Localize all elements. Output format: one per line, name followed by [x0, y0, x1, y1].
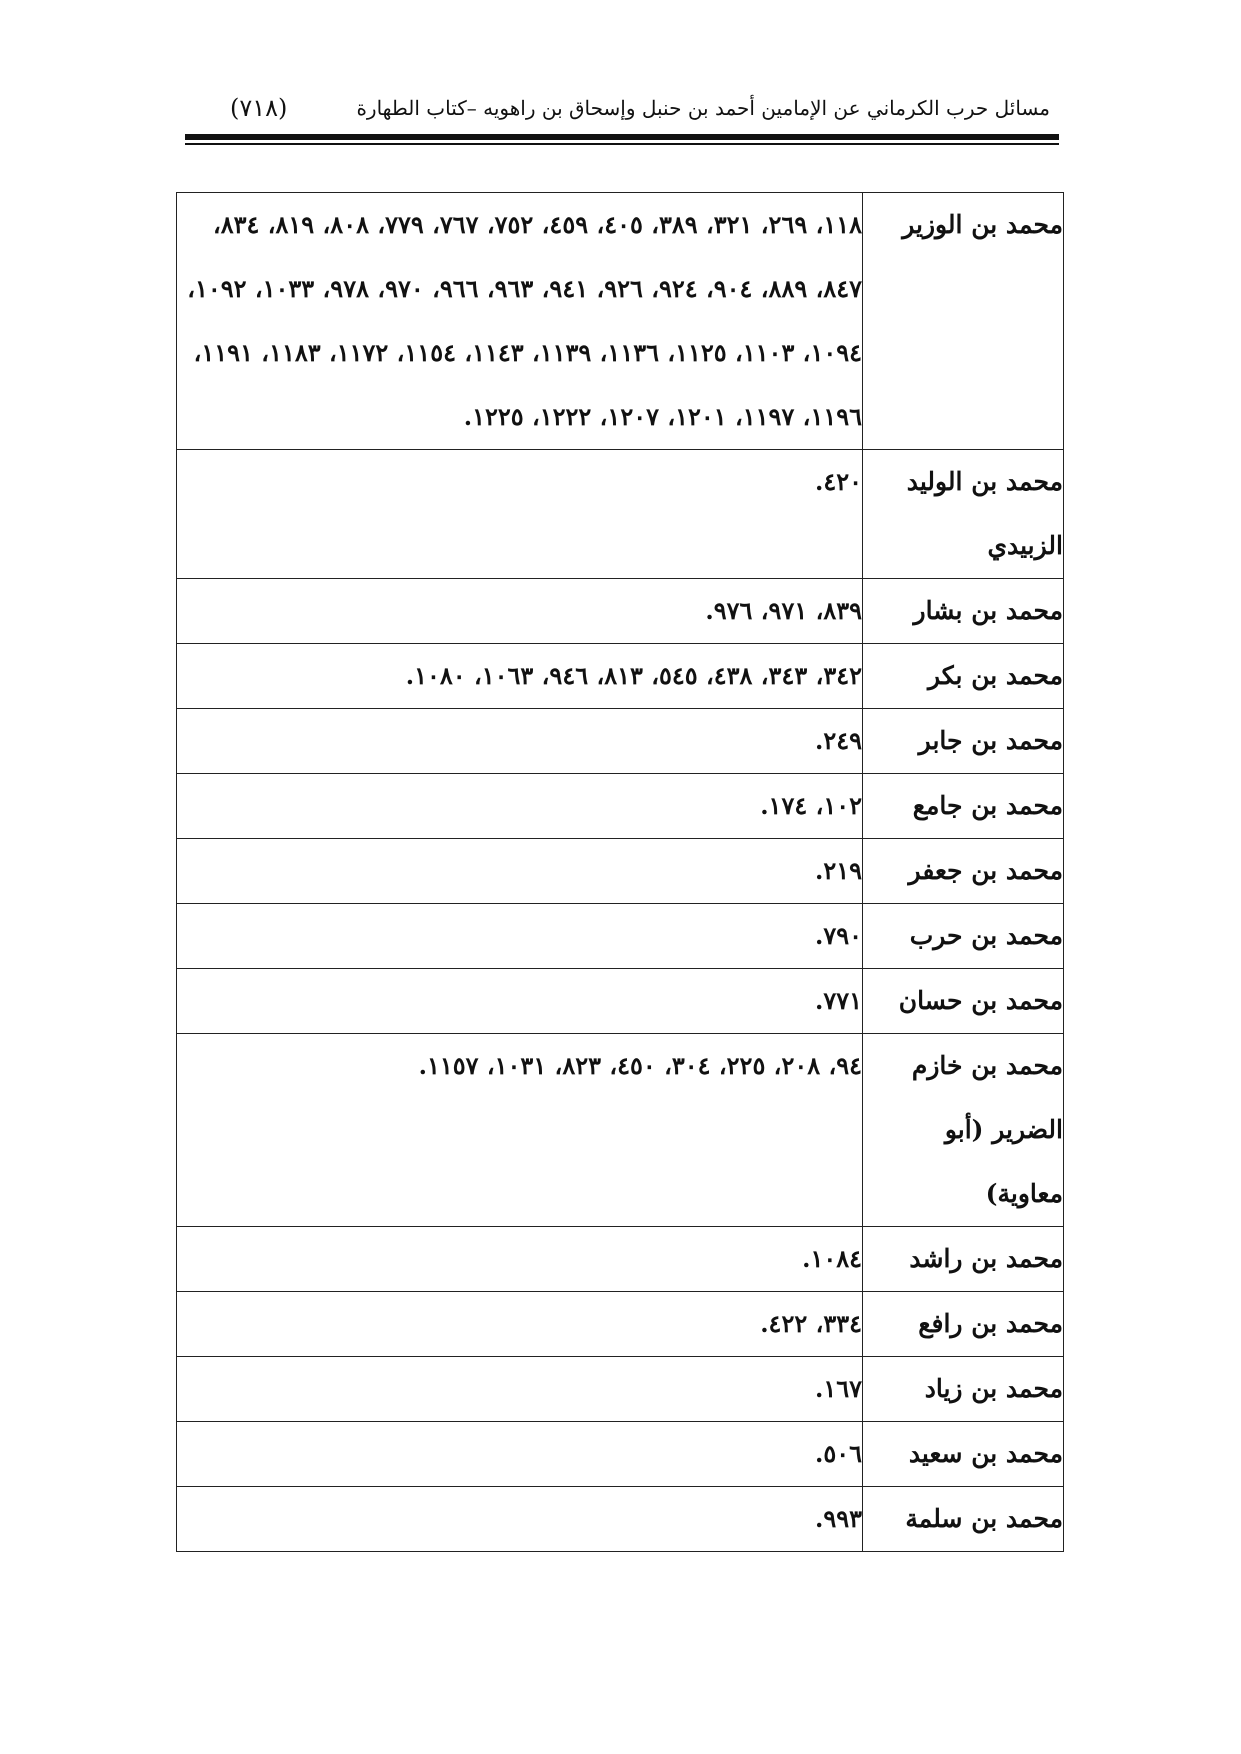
references-cell	[177, 193, 863, 450]
references-cell	[177, 839, 863, 904]
table-row	[177, 709, 1064, 774]
narrator-name: محمد بن خازم الضرير (أبو معاوية)	[911, 1051, 1063, 1208]
narrator-name-cell	[863, 1422, 1064, 1487]
references-cell	[177, 450, 863, 579]
reference-numbers: ٣٣٤، ٤٢٢.	[760, 1309, 862, 1338]
narrator-name-cell	[863, 969, 1064, 1034]
narrator-name: محمد بن جعفر	[908, 856, 1063, 885]
references-cell	[177, 709, 863, 774]
narrator-name: محمد بن جامع	[912, 791, 1063, 820]
reference-numbers: ٢١٩.	[814, 856, 862, 885]
reference-numbers: ٥٠٦.	[814, 1439, 862, 1468]
references-cell	[177, 1034, 863, 1227]
narrator-name: محمد بن بشار	[913, 596, 1063, 625]
reference-numbers: ١١٨، ٢٦٩، ٣٢١، ٣٨٩، ٤٠٥، ٤٥٩، ٧٥٢، ٧٦٧، ٧٧٩، ٨٠٨، ٨١٩، ٨٣٤، ٨٤٧، ٨٨٩، ٩٠٤، ٩٢٤، ٩٢٦، ٩٤١، ٩٦٣، ٩٦٦، ٩٧٠، ٩٧٨، ١٠٣٣، ١٠٩٢، ١٠٩٤، ١١٠٣، ١١٢٥، ١١٣٦، ١١٣٩، ١١٤٣، ١١٥٤، ١١٧٢، ١١٨٣، ١١٩١، ١١٩٦، ١١٩٧، ١٢٠١، ١٢٠٧، ١٢٢٢، ١٢٢٥.	[187, 210, 862, 431]
page-number: (٧١٨)	[230, 94, 288, 122]
references-cell	[177, 1422, 863, 1487]
reference-numbers: ٣٤٢، ٣٤٣، ٤٣٨، ٥٤٥، ٨١٣، ٩٤٦، ١٠٦٣، ١٠٨٠.	[405, 661, 862, 690]
reference-numbers: ٩٩٣.	[814, 1504, 862, 1533]
reference-numbers: ٨٣٩، ٩٧١، ٩٧٦.	[705, 596, 862, 625]
narrator-name-cell	[863, 193, 1064, 450]
table-row	[177, 644, 1064, 709]
narrators-index-table	[176, 192, 1064, 1552]
narrator-name-cell	[863, 1357, 1064, 1422]
header-rule-thick	[185, 134, 1059, 140]
references-cell	[177, 579, 863, 644]
header-rule-thin	[185, 143, 1059, 145]
narrator-name: محمد بن رافع	[918, 1309, 1063, 1338]
narrator-name-cell	[863, 709, 1064, 774]
reference-numbers: ١٠٨٤.	[802, 1244, 862, 1273]
table-row	[177, 579, 1064, 644]
narrator-name-cell	[863, 1292, 1064, 1357]
narrator-name: محمد بن سلمة	[905, 1504, 1063, 1533]
reference-numbers: ١٦٧.	[814, 1374, 862, 1403]
references-cell	[177, 1292, 863, 1357]
narrator-name: محمد بن حسان	[898, 986, 1063, 1015]
references-cell	[177, 1357, 863, 1422]
table-row	[177, 839, 1064, 904]
narrator-name-cell	[863, 644, 1064, 709]
references-cell	[177, 904, 863, 969]
table-row	[177, 193, 1064, 450]
reference-numbers: ٧٧١.	[814, 986, 862, 1015]
table-row	[177, 969, 1064, 1034]
narrator-name: محمد بن بكر	[927, 661, 1063, 690]
running-head	[230, 86, 1050, 130]
references-cell	[177, 644, 863, 709]
narrator-name-cell	[863, 450, 1064, 579]
table-row	[177, 1422, 1064, 1487]
reference-numbers: ٢٤٩.	[814, 726, 862, 755]
references-cell	[177, 1487, 863, 1552]
narrator-name-cell	[863, 904, 1064, 969]
narrator-name: محمد بن سعيد	[908, 1439, 1063, 1468]
reference-numbers: ٤٢٠.	[814, 467, 862, 496]
reference-numbers: ٩٤، ٢٠٨، ٢٢٥، ٣٠٤، ٤٥٠، ٨٢٣، ١٠٣١، ١١٥٧.	[418, 1051, 862, 1080]
narrator-name: محمد بن الوزير	[902, 210, 1063, 239]
running-title: مسائل حرب الكرماني عن الإمامين أحمد بن حنبل وإسحاق بن راهويه –كتاب الطهارة	[356, 96, 1050, 120]
references-cell	[177, 969, 863, 1034]
narrator-name-cell	[863, 1034, 1064, 1227]
reference-numbers: ٧٩٠.	[814, 921, 862, 950]
reference-numbers: ١٠٢، ١٧٤.	[760, 791, 862, 820]
references-cell	[177, 1227, 863, 1292]
narrator-name: محمد بن جابر	[918, 726, 1063, 755]
narrator-name: محمد بن الوليد الزبيدي	[906, 467, 1063, 560]
table-row	[177, 450, 1064, 579]
table-row	[177, 1292, 1064, 1357]
narrator-name-cell	[863, 579, 1064, 644]
narrator-name-cell	[863, 1487, 1064, 1552]
table-row	[177, 1357, 1064, 1422]
table-row	[177, 1227, 1064, 1292]
narrator-name-cell	[863, 774, 1064, 839]
narrator-name: محمد بن زياد	[924, 1374, 1063, 1403]
table-row	[177, 774, 1064, 839]
narrator-name: محمد بن راشد	[909, 1244, 1063, 1273]
table-row	[177, 1034, 1064, 1227]
references-cell	[177, 774, 863, 839]
narrator-name: محمد بن حرب	[909, 921, 1063, 950]
table-row	[177, 904, 1064, 969]
narrator-name-cell	[863, 1227, 1064, 1292]
table-row	[177, 1487, 1064, 1552]
narrator-name-cell	[863, 839, 1064, 904]
